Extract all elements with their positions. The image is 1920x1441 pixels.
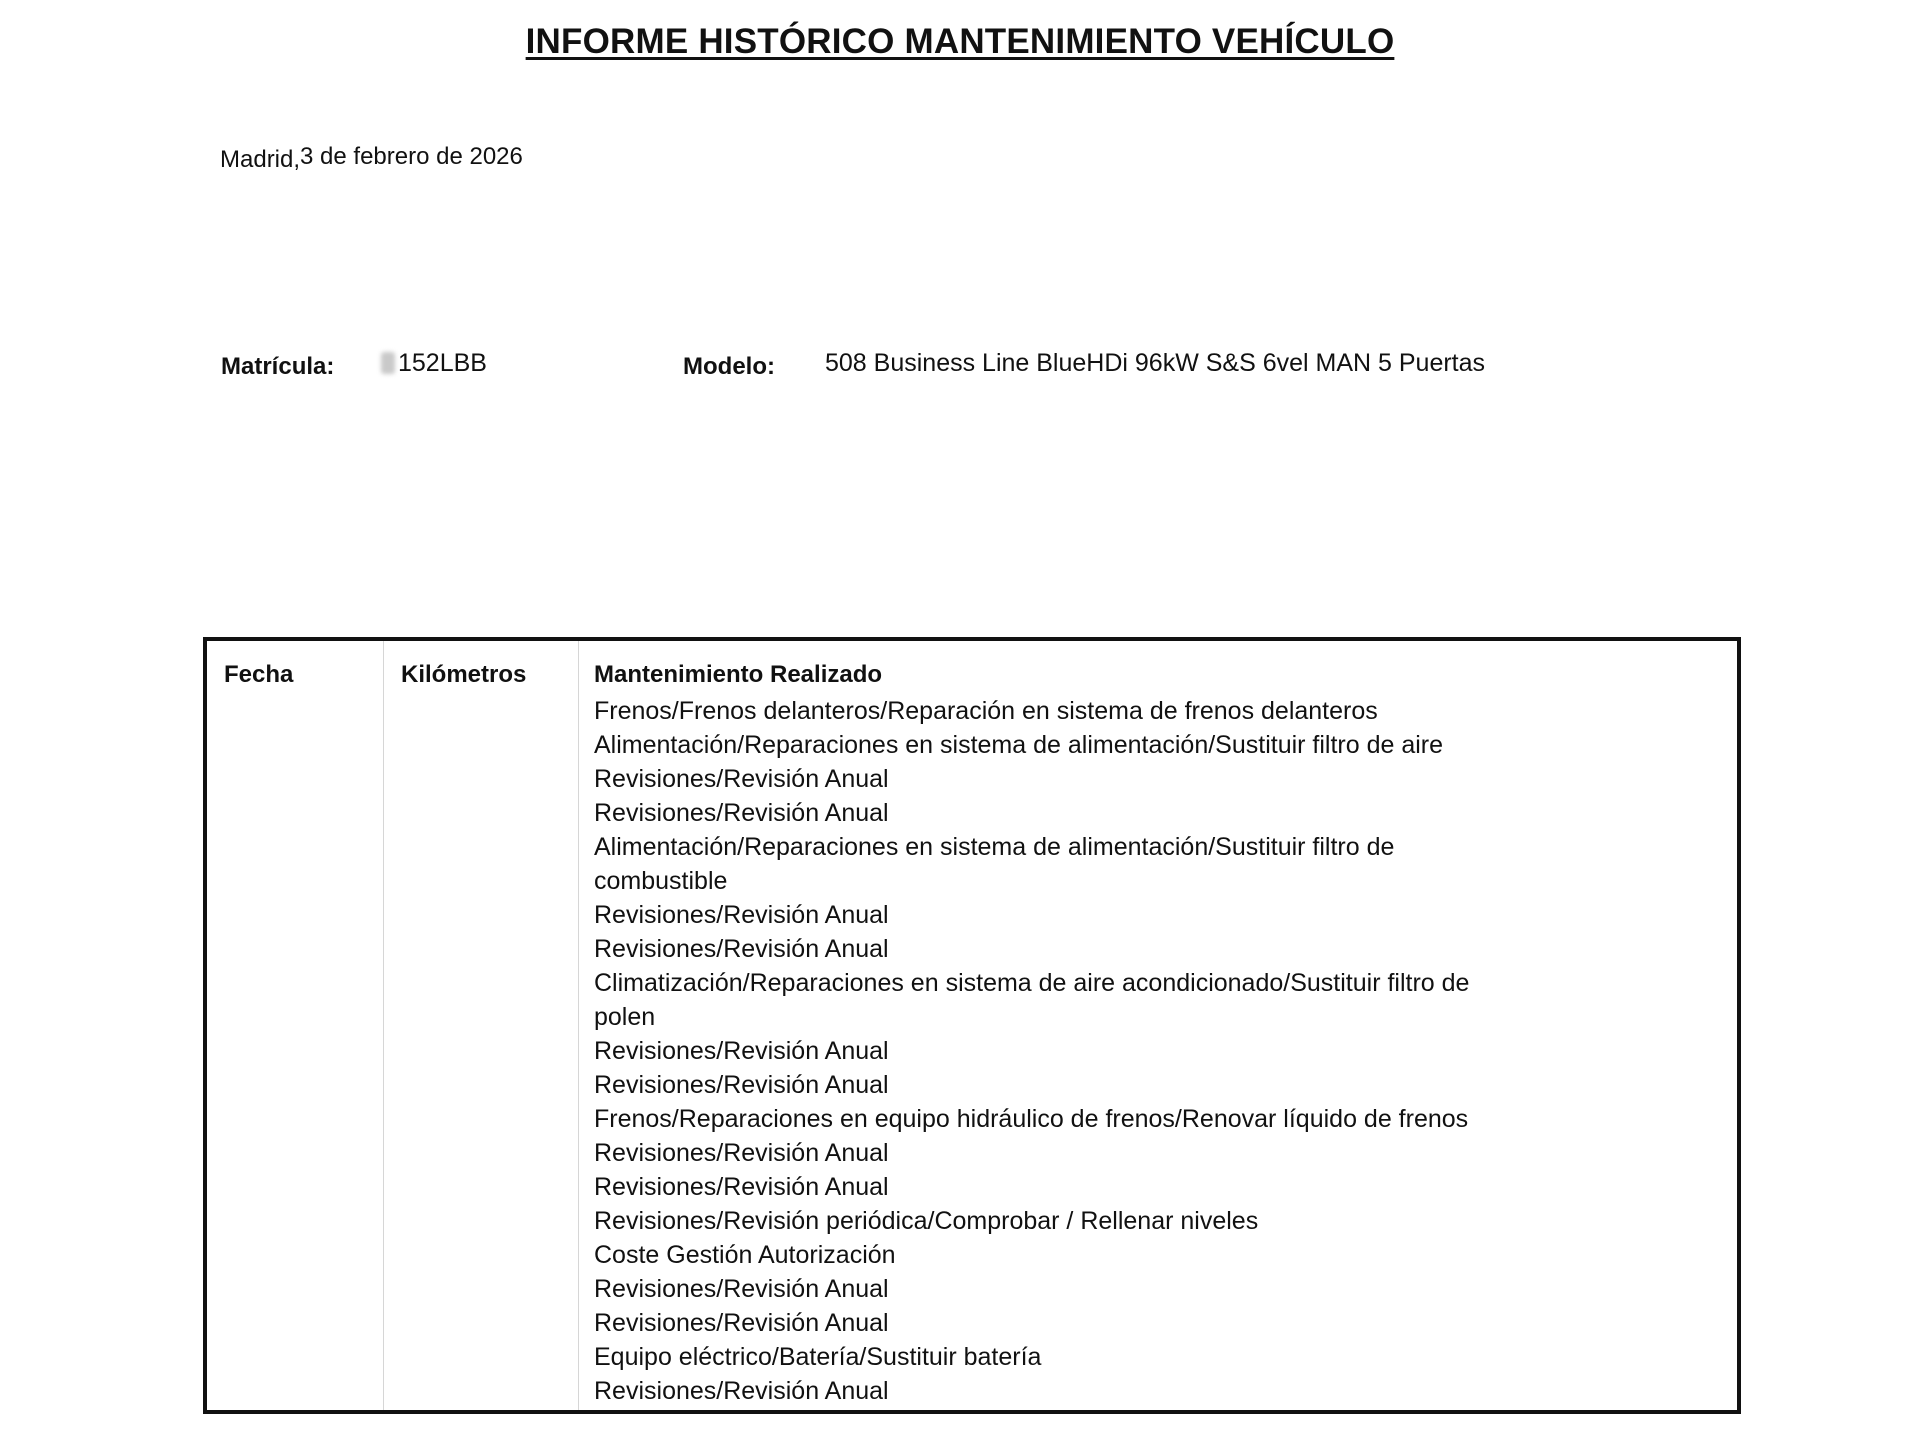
report-city: Madrid, [220,146,301,173]
plate-label: Matrícula: [221,353,335,380]
maintenance-line: Revisiones/Revisión Anual [594,1173,889,1201]
maintenance-line: Revisiones/Revisión Anual [594,1377,889,1405]
maintenance-line: Revisiones/Revisión periódica/Comprobar / Rellenar niveles [594,1207,1259,1235]
maintenance-line: Revisiones/Revisión Anual [594,1071,889,1099]
column-header-mantenimiento: Mantenimiento Realizado [594,661,883,688]
maintenance-line: Revisiones/Revisión Anual [594,799,889,827]
model-value: 508 Business Line BlueHDi 96kW S&S 6vel MAN 5 Puertas [825,349,1486,377]
maintenance-line: Frenos/Reparaciones en equipo hidráulico de frenos/Renovar líquido de frenos [594,1105,1469,1133]
redacted-mark [381,352,395,374]
maintenance-line: Revisiones/Revisión Anual [594,1275,889,1303]
maintenance-line: Revisiones/Revisión Anual [594,901,889,929]
column-header-kilometros: Kilómetros [401,661,527,688]
maintenance-line: Alimentación/Reparaciones en sistema de alimentación/Sustituir filtro de aire [594,731,1444,759]
column-divider [383,641,384,1410]
maintenance-line: polen [594,1003,656,1031]
maintenance-table [203,637,1741,1414]
plate-value: 152LBB [398,349,487,377]
maintenance-line: Equipo eléctrico/Batería/Sustituir batería [594,1343,1042,1371]
report-title: INFORME HISTÓRICO MANTENIMIENTO VEHÍCULO [525,22,1395,61]
maintenance-line: Coste Gestión Autorización [594,1241,896,1269]
maintenance-list [594,694,1469,1408]
maintenance-line: Frenos/Frenos delanteros/Reparación en sistema de frenos delanteros [594,697,1378,725]
place-date [220,143,523,171]
maintenance-line: Revisiones/Revisión Anual [594,935,889,963]
plate-value-wrapper [381,349,487,378]
column-divider [578,641,579,1410]
maintenance-line: Alimentación/Reparaciones en sistema de alimentación/Sustituir filtro de [594,833,1395,861]
maintenance-line: Revisiones/Revisión Anual [594,1309,889,1337]
maintenance-line: Climatización/Reparaciones en sistema de aire acondicionado/Sustituir filtro de [594,969,1470,997]
report-date: 3 de febrero de 2026 [300,143,523,170]
maintenance-line: Revisiones/Revisión Anual [594,1139,889,1167]
model-label: Modelo: [683,353,775,380]
maintenance-line: Revisiones/Revisión Anual [594,1037,889,1065]
maintenance-line: combustible [594,867,728,895]
column-header-fecha: Fecha [224,661,294,688]
maintenance-line: Revisiones/Revisión Anual [594,765,889,793]
